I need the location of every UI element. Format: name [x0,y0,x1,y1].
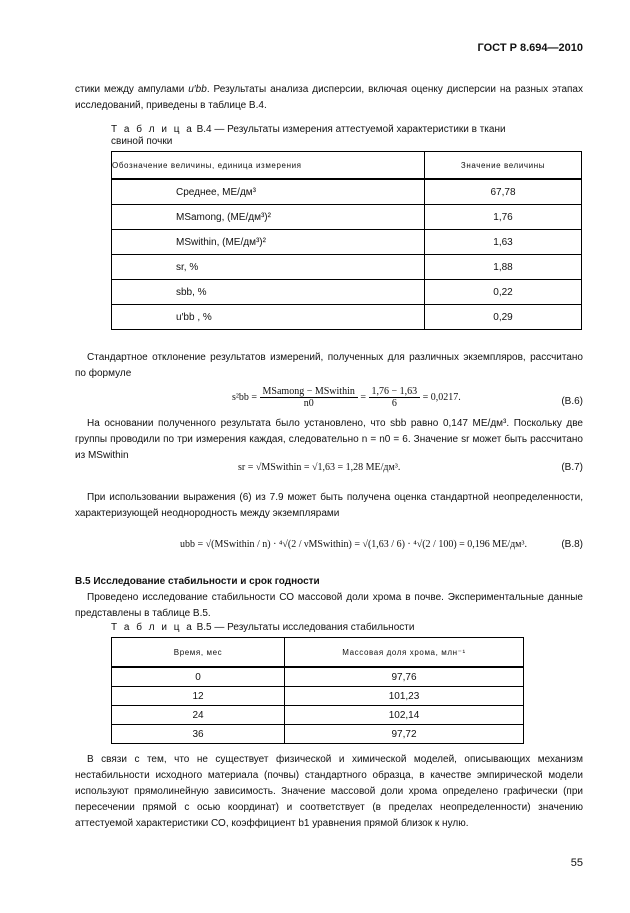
table-row [112,667,524,687]
table-b5 [111,637,524,744]
eq6-fraction-1 [260,386,358,409]
table4-caption [111,124,531,148]
eq7-number: (В.7) [561,462,583,473]
table4-header-row [112,152,582,180]
table5-cell-time: 36 [112,725,285,744]
table5-header-value: Массовая доля хрома, млн⁻¹ [285,638,524,668]
paragraph-4: В связи с тем, что не существует физической и химической моделей, описывающих механизм нестабильности исходного материала (почвы) стандартного образца, в качестве эмпирической модели используют прямолинейную зависимость. Значение массовой доли хрома определено графически (при пересечении прямой с осью координат) и соответствует (в пределах неопределенности) значению аттестуемой характеристики СО, коэффициент b1 уравнения прямой близок к нулю. [75,754,583,829]
table5-cell-value: 102,14 [285,706,524,725]
table-b4 [111,151,582,330]
eq6-num1: MSamong − MSwithin [260,386,358,398]
table-row [112,706,524,725]
equation-b8: ubb = √(MSwithin / n) · ⁴√(2 / νMSwithin) = √(1,63 / 6) · ⁴√(2 / 100) = 0,196 МЕ/дм³. [180,539,527,550]
table4-cell-label: MSamong, (МЕ/дм³)² [112,205,425,230]
table5-cell-value: 101,23 [285,687,524,706]
table4-cell-label: sr, % [112,255,425,280]
intro-text-a: стики между ампулами [75,84,189,95]
document-id: ГОСТ Р 8.694—2010 [477,42,583,54]
section-b5 [75,574,583,622]
eq6-den1: n0 [303,398,314,409]
table4-cell-value: 67,78 [425,179,582,205]
table4-cell-label: Среднее, МЕ/дм³ [112,179,425,205]
table4-cell-value: 1,76 [425,205,582,230]
table5-cell-time: 12 [112,687,285,706]
section-heading: В.5 Исследование стабильности и срок годности [75,576,320,587]
table5-caption-lead: Т а б л и ц а [111,622,194,633]
equation-b7: sr = √MSwithin = √1,63 = 1,28 МЕ/дм³. [238,462,401,473]
table4-cell-label: u′bb , % [112,305,425,330]
table5-caption [111,622,531,634]
eq6-lhs: s²bb = [232,391,258,403]
table-row [112,205,582,230]
intro-paragraph [75,82,583,114]
table-row [112,280,582,305]
table-row [112,255,582,280]
table4-cell-value: 0,22 [425,280,582,305]
equation-b6: s²bb = $\frac{\text{MSamong − MSwithin}}{n0}$ = $\frac{1,76 - 1,63}{6}$ = 0,0217. [232,386,461,409]
eq6-num2: 1,76 − 1,63 [369,386,421,398]
eq6-result: = 0,0217. [422,391,461,403]
table4-cell-label: sbb, % [112,280,425,305]
paragraph-1: Стандартное отклонение результатов измерений, полученных для различных экземпляров, рассчитано по формуле [75,352,583,379]
eq8-number: (В.8) [561,539,583,550]
table-row [112,179,582,205]
table-row [112,305,582,330]
table5-cell-time: 24 [112,706,285,725]
eq6-den2: 6 [391,398,397,409]
section-text: Проведено исследование стабильности СО массовой доли хрома в почве. Экспериментальные данные представлены в таблице В.5. [75,592,583,619]
table4-caption-lead: Т а б л и ц а [111,124,194,135]
table4-cell-value: 0,29 [425,305,582,330]
table-row [112,230,582,255]
table4-header-name: Обозначение величины, единица измерения [112,152,425,180]
table5-caption-text: В.5 — Результаты исследования стабильности [196,622,415,633]
page-number: 55 [570,857,583,869]
table-row [112,687,524,706]
table5-cell-value: 97,72 [285,725,524,744]
paragraph-2: На основании полученного результата было установлено, что sbb равно 0,147 МЕ/дм³. Поскольку две группы проводили по три измерения каждая, следовательно n = n0 = 6. Значение sr может быть рассчитано из MSwithin [75,418,583,461]
eq6-number: (В.6) [561,396,583,407]
table5-header-row [112,638,524,668]
paragraph-3: При использовании выражения (6) из 7.9 может быть получена оценка стандартной неопределенности, характеризующей неоднородность между экземплярами [75,492,583,519]
table4-header-value: Значение величины [425,152,582,180]
eq6-fraction-2 [369,386,421,409]
table5-cell-time: 0 [112,667,285,687]
table4-caption-text: В.4 — Результаты измерения аттестуемой характеристики в ткани свиной почки [111,124,506,147]
table5-header-time: Время, мес [112,638,285,668]
intro-symbol: u′bb [188,84,207,95]
table-row [112,725,524,744]
table4-cell-label: MSwithin, (МЕ/дм³)² [112,230,425,255]
table4-cell-value: 1,63 [425,230,582,255]
table5-cell-value: 97,76 [285,667,524,687]
table4-cell-value: 1,88 [425,255,582,280]
intro-text-b: . Результаты анализа дисперсии, включая оценку дисперсии на разных этапах исследований, приведены в таблице В.4. [75,84,583,111]
